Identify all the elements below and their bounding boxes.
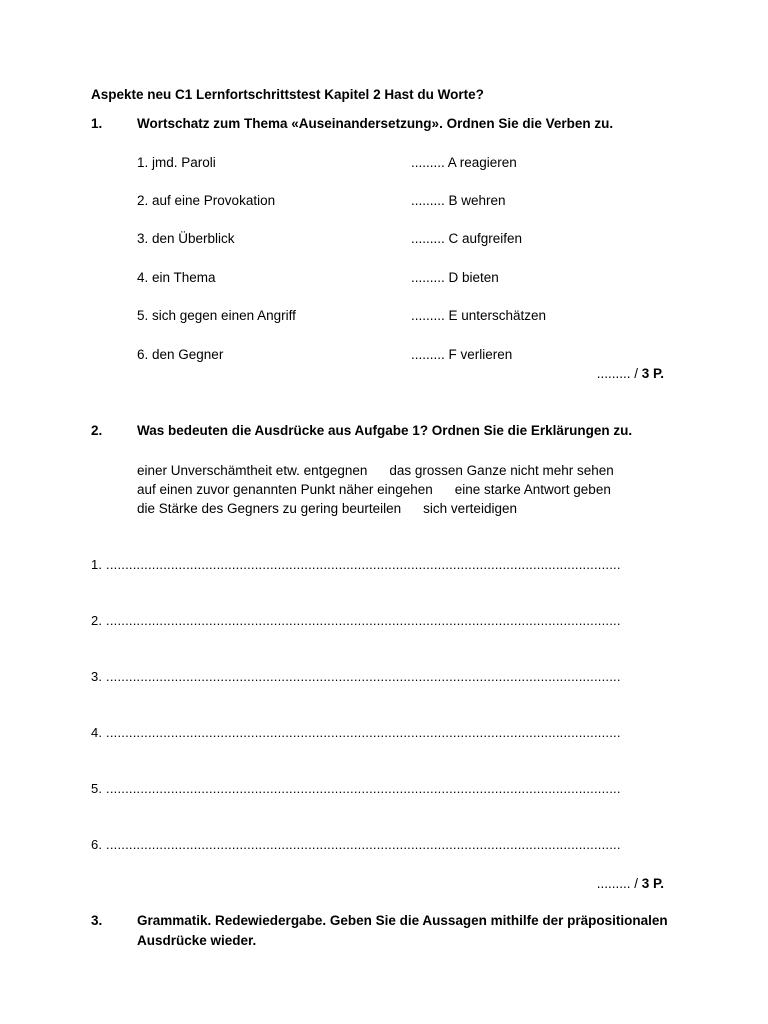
- task1-item: 5. sich gegen einen Angriff: [137, 308, 296, 323]
- task1-option: ......... B wehren: [411, 193, 506, 208]
- answer-line[interactable]: 4. .......................................................................................................................................: [91, 725, 621, 740]
- phrase: auf einen zuvor genannten Punkt näher eingehen: [137, 482, 433, 497]
- answer-line[interactable]: 1. .......................................................................................................................................: [91, 557, 621, 572]
- phrase-row: [137, 499, 614, 518]
- task1-option: ......... E unterschätzen: [411, 308, 547, 323]
- phrase: einer Unverschämtheit etw. entgegnen: [137, 463, 368, 478]
- score-blank: ......... /: [596, 876, 642, 891]
- phrase: eine starke Antwort geben: [454, 482, 611, 497]
- task1-option: ......... D bieten: [411, 270, 499, 285]
- score-points: 3 P.: [641, 366, 664, 381]
- task3-heading-line1: Grammatik. Redewiedergabe. Geben Sie die Aussagen mithilfe der präpositionalen: [137, 913, 668, 928]
- page-title: Aspekte neu C1 Lernfortschrittstest Kapitel 2 Hast du Worte?: [91, 87, 484, 102]
- task1-option: ......... C aufgreifen: [411, 231, 523, 246]
- task3-number: 3.: [91, 913, 103, 928]
- answer-line[interactable]: 5. .......................................................................................................................................: [91, 781, 621, 796]
- task1-item: 2. auf eine Provokation: [137, 193, 276, 208]
- phrase-row: [137, 480, 614, 499]
- phrase: das grossen Ganze nicht mehr sehen: [389, 463, 614, 478]
- task2-heading: Was bedeuten die Ausdrücke aus Aufgabe 1? Ordnen Sie die Erklärungen zu.: [137, 423, 633, 438]
- task2-phrase-box: [137, 461, 614, 518]
- task1-score: [597, 366, 664, 381]
- phrase: sich verteidigen: [423, 501, 517, 516]
- task1-item: 6. den Gegner: [137, 347, 224, 362]
- answer-line[interactable]: 2. .......................................................................................................................................: [91, 613, 621, 628]
- score-blank: ......... /: [596, 366, 642, 381]
- task2-score: [597, 876, 664, 891]
- score-points: 3 P.: [641, 876, 664, 891]
- task3-heading-line2: Ausdrücke wieder.: [137, 933, 257, 948]
- task1-item: 4. ein Thema: [137, 270, 216, 285]
- task1-option: ......... A reagieren: [411, 155, 517, 170]
- task1-number: 1.: [91, 116, 103, 131]
- answer-line[interactable]: 3. .......................................................................................................................................: [91, 669, 621, 684]
- task1-heading: Wortschatz zum Thema «Auseinandersetzung». Ordnen Sie die Verben zu.: [137, 116, 614, 131]
- task1-option: ......... F verlieren: [411, 347, 513, 362]
- task1-item: 1. jmd. Paroli: [137, 155, 216, 170]
- answer-line[interactable]: 6. .......................................................................................................................................: [91, 837, 621, 852]
- task2-number: 2.: [91, 423, 103, 438]
- phrase: die Stärke des Gegners zu gering beurteilen: [137, 501, 402, 516]
- task1-item: 3. den Überblick: [137, 231, 235, 246]
- phrase-row: [137, 461, 614, 480]
